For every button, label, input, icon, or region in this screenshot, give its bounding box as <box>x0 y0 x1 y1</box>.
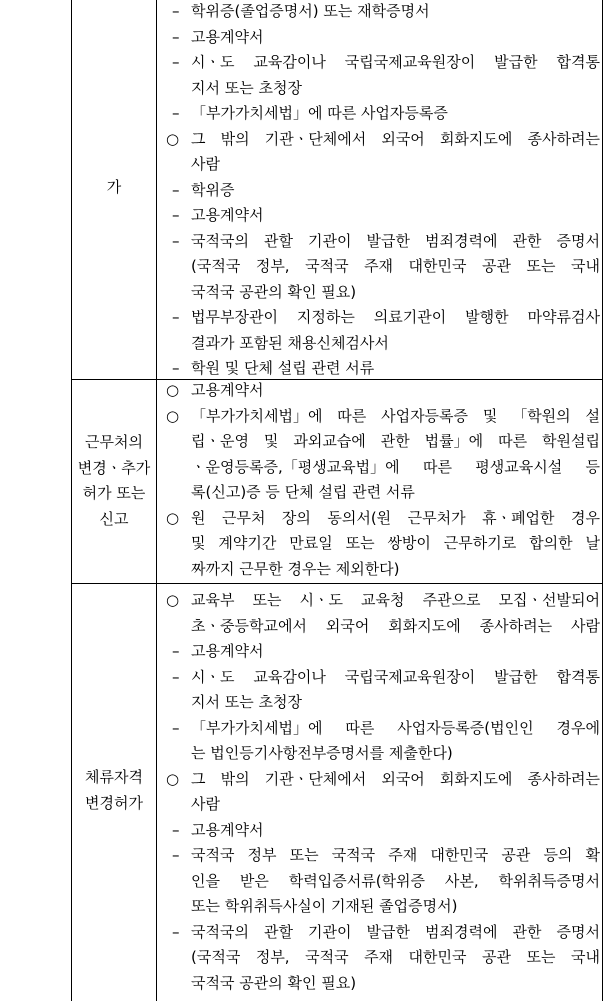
requirement-text: 그 밖의 기관ㆍ단체에서 외국어 회화지도에 종사하려는 <box>191 769 600 788</box>
row-label-line: 체류자격 <box>85 768 143 786</box>
requirement-line <box>0 920 604 946</box>
requirement-text: 사람 <box>191 795 220 813</box>
requirement-line <box>0 971 604 997</box>
requirement-line <box>0 843 604 869</box>
dash-bullet-icon: – <box>172 27 180 46</box>
dash-bullet-icon: – <box>172 642 180 660</box>
requirement-line <box>0 588 604 614</box>
requirement-text: 시ㆍ도 교육감이나 국립국제교육원장이 발급한 합격통 <box>191 53 600 71</box>
requirement-text: 「부가가치세법」에 따른 사업자등록증 <box>191 104 448 122</box>
requirement-text: 사람 <box>191 155 220 173</box>
requirement-line <box>0 792 604 818</box>
requirement-line <box>0 506 604 532</box>
requirement-text: 결과가 포함된 채용신체검사서 <box>191 333 389 352</box>
requirement-line <box>0 305 604 331</box>
requirement-line <box>0 229 604 255</box>
requirement-text: 국적국 공관의 확인 필요) <box>191 973 357 992</box>
requirement-line <box>0 25 604 51</box>
requirement-text: (국적국 정부, 국적국 주재 대한민국 공관 또는 국내 <box>191 948 600 966</box>
requirement-text: 및 계약기간 만료일 또는 쌍방이 근무하기로 합의한 날 <box>191 534 600 552</box>
requirement-line <box>0 741 604 767</box>
requirement-text: 법무부장관이 지정하는 의료기관이 발행한 마약류검사 <box>191 308 600 326</box>
requirement-text: 학원 및 단체 설립 관련 서류 <box>191 359 375 377</box>
dash-bullet-icon: – <box>172 2 180 20</box>
dash-bullet-icon: – <box>172 922 180 941</box>
requirement-text: 립ㆍ운영 및 과외교습에 관한 법률」에 따른 학원설립 <box>191 432 600 450</box>
requirement-line <box>0 127 604 153</box>
row-label-line: 허가 또는 <box>82 484 146 502</box>
dash-bullet-icon: – <box>172 718 180 737</box>
requirement-text: 국적국의 관할 기관이 발급한 범죄경력에 관한 증명서 <box>191 231 600 250</box>
requirement-text: 지서 또는 초청장 <box>191 693 302 711</box>
requirement-line <box>0 378 604 404</box>
requirement-line <box>0 767 604 793</box>
requirement-text: 학위증(졸업증명서) 또는 재학증명서 <box>191 2 430 20</box>
dash-bullet-icon: – <box>172 104 180 122</box>
requirement-text: 고용계약서 <box>191 642 264 660</box>
row-label-line: 변경허가 <box>85 793 143 812</box>
requirement-text: 원 근무처 장의 동의서(원 근무처가 휴ㆍ폐업한 경우 <box>191 508 600 527</box>
row-label-line: 신고 <box>99 509 129 528</box>
dash-bullet-icon: – <box>172 180 180 199</box>
requirement-text: 고용계약서 <box>191 27 264 46</box>
requirement-line <box>0 404 604 430</box>
requirement-line <box>0 614 604 640</box>
dash-bullet-icon: – <box>172 359 180 377</box>
dash-bullet-icon: – <box>172 667 180 686</box>
requirement-line <box>0 280 604 306</box>
requirement-line <box>0 50 604 76</box>
row-label-line: 변경ㆍ추가 <box>77 458 151 477</box>
dash-bullet-icon: – <box>172 820 180 839</box>
requirement-line <box>0 665 604 691</box>
circle-bullet-icon: ○ <box>166 381 180 399</box>
requirement-line <box>0 945 604 971</box>
requirement-line <box>0 894 604 920</box>
requirement-text: 「부가가치세법」에 따른 사업자등록증 및 「학원의 설 <box>191 406 600 425</box>
requirement-text: 그 밖의 기관ㆍ단체에서 외국어 회화지도에 종사하려는 <box>191 129 600 148</box>
requirement-text: 고용계약서 <box>191 820 264 839</box>
requirement-line <box>0 0 604 25</box>
circle-bullet-icon: ○ <box>166 769 180 788</box>
requirement-text: (국적국 정부, 국적국 주재 대한민국 공관 또는 국내 <box>191 257 600 275</box>
requirement-line <box>0 203 604 229</box>
requirement-line <box>0 531 604 557</box>
requirement-text: ㆍ운영등록증,「평생교육법」에 따른 평생교육시설 등 <box>191 457 600 476</box>
row-divider <box>71 583 603 584</box>
requirement-line <box>0 76 604 102</box>
requirement-line <box>0 818 604 844</box>
circle-bullet-icon: ○ <box>166 508 180 527</box>
requirement-text: 록(신고)증 등 단체 설립 관련 서류 <box>191 483 415 501</box>
requirement-text: 시ㆍ도 교육감이나 국립국제교육원장이 발급한 합격통 <box>191 667 600 686</box>
row-label-line: 가 <box>106 178 122 196</box>
circle-bullet-icon: ○ <box>166 129 180 148</box>
requirement-line <box>0 557 604 583</box>
requirement-text: 국적국의 관할 기관이 발급한 범죄경력에 관한 증명서 <box>191 922 600 941</box>
dash-bullet-icon: – <box>172 308 180 326</box>
dash-bullet-icon: – <box>172 846 180 864</box>
requirement-text: 「부가가치세법」에 따른 사업자등록증(법인인 경우에 <box>191 718 600 737</box>
requirement-text: 인을 받은 학력입증서류(학위증 사본, 학위취득증명서 <box>191 871 600 890</box>
row-label-line: 근무처의 <box>85 433 143 451</box>
requirement-text: 학위증 <box>191 180 235 199</box>
dash-bullet-icon: – <box>172 53 180 71</box>
dash-bullet-icon: – <box>172 206 180 224</box>
requirement-text: 또는 학위취득사실이 기재된 졸업증명서) <box>191 897 458 915</box>
requirement-line <box>0 455 604 481</box>
requirement-line <box>0 331 604 357</box>
requirement-line <box>0 639 604 665</box>
requirement-line <box>0 178 604 204</box>
circle-bullet-icon: ○ <box>166 591 180 609</box>
requirement-text: 초ㆍ중등학교에서 외국어 회화지도에 종사하려는 사람 <box>191 616 600 635</box>
requirement-text: 짜까지 근무한 경우는 제외한다) <box>191 559 400 578</box>
requirement-text: 는 법인등기사항전부증명서를 제출한다) <box>191 744 453 762</box>
requirement-line <box>0 152 604 178</box>
requirement-line <box>0 690 604 716</box>
requirement-line <box>0 254 604 280</box>
requirement-text: 고용계약서 <box>191 381 264 399</box>
requirement-text: 지서 또는 초청장 <box>191 78 302 97</box>
requirement-line <box>0 869 604 895</box>
requirement-text: 교육부 또는 시ㆍ도 교육청 주관으로 모집ㆍ선발되어 <box>191 591 600 609</box>
requirement-text: 고용계약서 <box>191 206 264 224</box>
circle-bullet-icon: ○ <box>166 406 180 425</box>
requirement-line <box>0 480 604 506</box>
requirement-line <box>0 101 604 127</box>
dash-bullet-icon: – <box>172 231 180 250</box>
requirement-line <box>0 429 604 455</box>
requirement-line <box>0 716 604 742</box>
requirement-text: 국적국 공관의 확인 필요) <box>191 282 357 301</box>
requirement-text: 국적국 정부 또는 국적국 주재 대한민국 공관 등의 확 <box>191 846 600 864</box>
